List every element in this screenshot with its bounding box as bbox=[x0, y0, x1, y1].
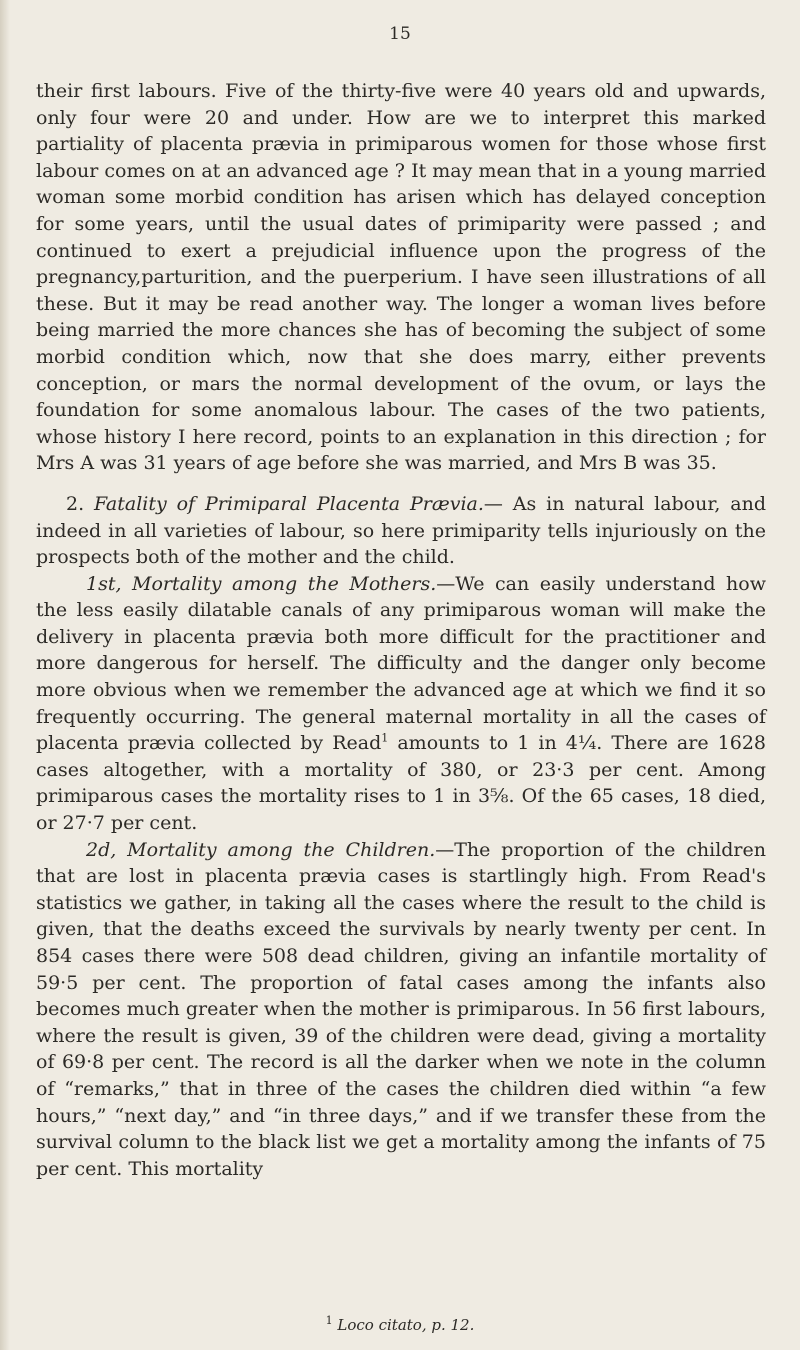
footnote-marker: 1 bbox=[325, 1314, 333, 1327]
children-body: —The proportion of the children that are lost in placenta prævia cases is startlingly high. From Read's statistics we gather, in taking all the cases where the result to the child is given, that the deaths exceed the survivals by nearly twenty per cent. In 854 cases there were 508 dead children, giving an infantile mortality of 59·5 per cent. The proportion of fatal cases among the infants also becomes much greater when the mother is primiparous. In 56 first labours, where the result is given, 39 of the children were dead, giving a mortality of 69·8 per cent. The record is all the darker when we note in the column of “remarks,” that in three of the cases the children died within “a few hours,” “next day,” and “in three days,” and if we transfer these from the survival column to the black list we get a mortality among the infants of 75 per cent. This mortality bbox=[36, 838, 766, 1180]
paragraph-mothers bbox=[36, 571, 766, 837]
mothers-body-2: amounts to 1 in 4¼. There are 1628 cases altogether, with a mortality of 380, or 23·3 per cent. Among primiparous cases the mortality rises to 1 in 3⅝. Of the 65 cases, 18 died, or 27·7 per cent. bbox=[36, 732, 766, 835]
paragraph-section-2 bbox=[36, 491, 766, 571]
mothers-heading: 1st, Mortality among the Mothers. bbox=[86, 572, 437, 595]
paragraph-children bbox=[36, 837, 766, 1183]
footnote-reference: 1 bbox=[381, 731, 389, 745]
mothers-body-1: —We can easily understand how the less easily dilatable canals of any primiparous woman will make the delivery in placenta prævia both more difficult for the practitioner and more dangerous for herself. The difficulty and the danger only become more obvious when we remember the advanced age at which we find it so frequently occurring. The general maternal mortality in all the cases of placenta prævia collected by Read bbox=[36, 572, 766, 755]
section-2-body: — As in natural labour, and indeed in all varieties of labour, so here primiparity tells injuriously on the prospects both of the mother and the child. bbox=[36, 492, 766, 569]
footnote bbox=[0, 1316, 800, 1334]
footnote-text: Loco citato, p. 12. bbox=[337, 1316, 475, 1334]
paragraph-intro: their first labours. Five of the thirty-five were 40 years old and upwards, only four were 20 and under. How are we to interpret this marked partiality of placenta prævia in primiparous women for those whose first labour comes on at an advanced age ? It may mean that in a young married woman some morbid condition has arisen which has delayed conception for some years, until the usual dates of primiparity were passed ; and continued to exert a prejudicial influence upon the progress of the pregnancy,parturition, and the puerperium. I have seen illustrations of all these. But it may be read another way. The longer a woman lives before being married the more chances she has of becoming the subject of some morbid condition which, now that she does marry, either prevents conception, or mars the normal development of the ovum, or lays the foundation for some anomalous labour. The cases of the two patients, whose history I here record, points to an explanation in this direction ; for Mrs A was 31 years of age before she was married, and Mrs B was 35. bbox=[36, 80, 766, 475]
body-text bbox=[36, 78, 766, 1182]
section-2-heading: Fatality of Primiparal Placenta Prævia. bbox=[94, 492, 484, 515]
section-2-number: 2. bbox=[66, 492, 85, 515]
page-edge-shadow bbox=[0, 0, 10, 1350]
page-number: 15 bbox=[389, 24, 411, 44]
children-heading: 2d, Mortality among the Children. bbox=[86, 838, 436, 861]
